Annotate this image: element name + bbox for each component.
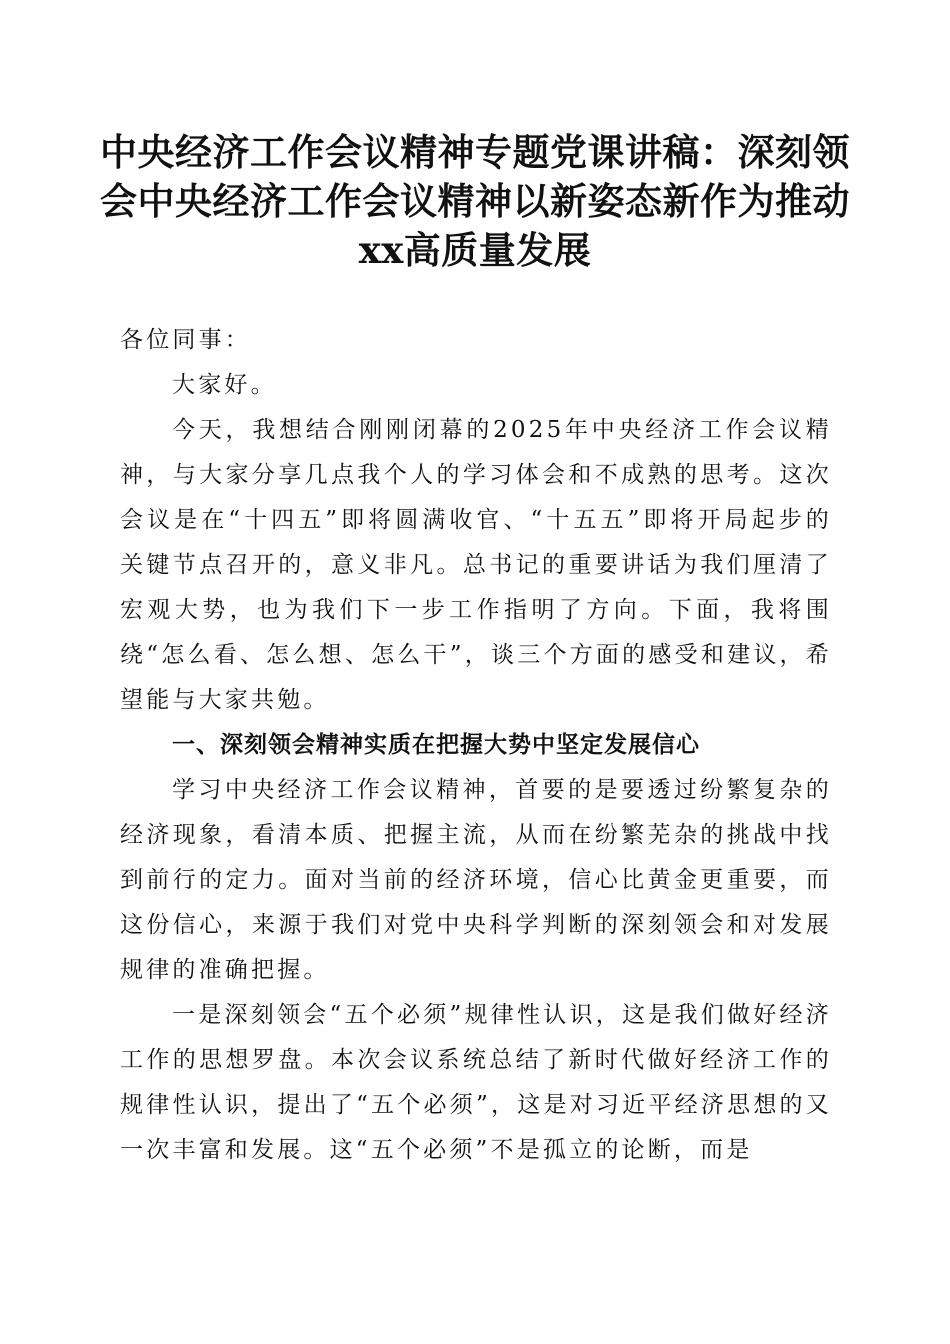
section-1-heading: 一、深刻领会精神实质在把握大势中坚定发展信心 [172, 732, 700, 758]
title-line-3: xx高质量发展 [358, 228, 592, 272]
intro-paragraph: 今天，我想结合刚刚闭幕的2025年中央经济工作会议精神，与大家分享几点我个人的学习体会和不成熟的思考。这次会议是在“十四五”即将圆满收官、“十五五”即将开局起步的关键节点召开的，意义非凡。总书记的重要讲话为我们厘清了宏观大势，也为我们下一步工作指明了方向。下面，我将围绕“怎么看、怎么想、怎么干”，谈三个方面的感受和建议，希望能与大家共勉。 [120, 417, 832, 713]
document-title [100, 128, 850, 275]
section-1-paragraph-1: 学习中央经济工作会议精神，首要的是要透过纷繁复杂的经济现象，看清本质、把握主流，从而在纷繁芜杂的挑战中找到前行的定力。面对当前的经济环境，信心比黄金更重要，而这份信心，来源于我们对党中央科学判断的深刻领会和对发展规律的准确把握。 [120, 777, 832, 983]
title-line-1: 中央经济工作会议精神专题党课讲稿：深刻领 [100, 130, 850, 174]
greeting: 大家好。 [172, 372, 277, 398]
salutation: 各位同事： [120, 327, 251, 353]
section-1-paragraph-2: 一是深刻领会“五个必须”规律性认识，这是我们做好经济工作的思想罗盘。本次会议系统总结了新时代做好经济工作的规律性认识，提出了“五个必须”，这是对习近平经济思想的又一次丰富和发展。这“五个必须”不是孤立的论断，而是 [120, 1002, 832, 1163]
document-body [120, 318, 832, 1173]
title-line-2: 会中央经济工作会议精神以新姿态新作为推动 [100, 179, 850, 223]
